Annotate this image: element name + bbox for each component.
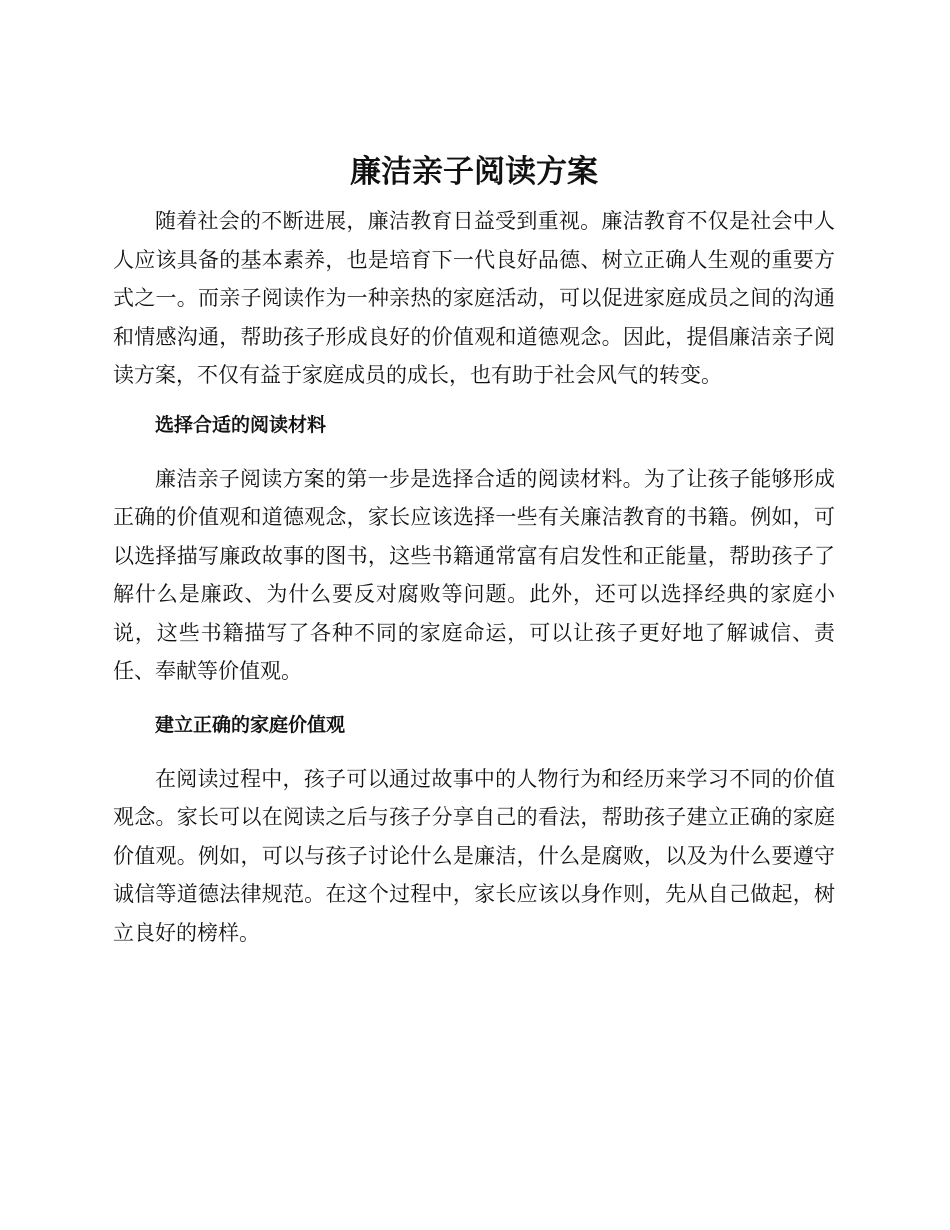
document-title: 廉洁亲子阅读方案 xyxy=(350,154,598,190)
section-heading-family-values: 建立正确的家庭价值观 xyxy=(155,713,346,736)
section-paragraph-reading-materials: 廉洁亲子阅读方案的第一步是选择合适的阅读材料。为了让孩子能够形成正确的价值观和道德观念，家长应该选择一些有关廉洁教育的书籍。例如，可以选择描写廉政故事的图书，这些书籍通常富有启发性和正能量，帮助孩子了解什么是廉政、为什么要反对腐败等问题。此外，还可以选择经典的家庭小说，这些书籍描写了各种不同的家庭命运，可以让孩子更好地了解诚信、责任、奉献等价值观。 xyxy=(113,466,835,683)
section-heading-reading-materials: 选择合适的阅读材料 xyxy=(155,413,327,436)
intro-paragraph: 随着社会的不断进展，廉洁教育日益受到重视。廉洁教育不仅是社会中人人应该具备的基本素养，也是培育下一代良好品德、树立正确人生观的重要方式之一。而亲子阅读作为一种亲热的家庭活动，可以促进家庭成员之间的沟通和情感沟通，帮助孩子形成良好的价值观和道德观念。因此，提倡廉洁亲子阅读方案，不仅有益于家庭成员的成长，也有助于社会风气的转变。 xyxy=(113,209,835,387)
section-paragraph-family-values: 在阅读过程中，孩子可以通过故事中的人物行为和经历来学习不同的价值观念。家长可以在阅读之后与孩子分享自己的看法，帮助孩子建立正确的家庭价值观。例如，可以与孩子讨论什么是廉洁，什么是腐败，以及为什么要遵守诚信等道德法律规范。在这个过程中，家长应该以身作则，先从自己做起，树立良好的榜样。 xyxy=(113,766,835,945)
document-page xyxy=(113,148,835,952)
